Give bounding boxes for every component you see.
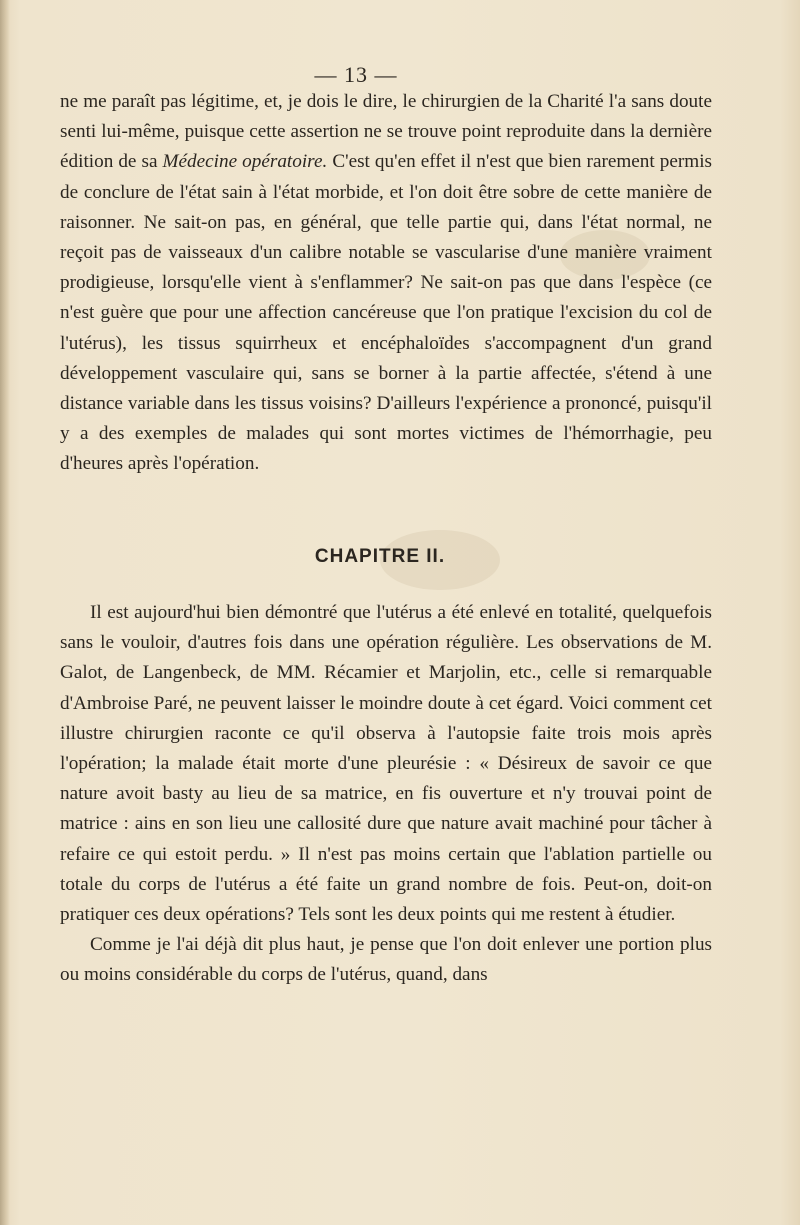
chapter-heading: CHAPITRE II.	[314, 546, 446, 567]
book-title: Médecine opératoire.	[162, 151, 328, 173]
page-number: — 13 —	[314, 62, 398, 87]
paragraph: Il est aujourd'hui bien démontré que l'utérus a été enlevé en totalité, quelquefois sans le vouloir, d'autres fois dans une opération régulière. Les observations de M. Galot, de Langenbeck, de MM. Récamier et Marjolin, etc., celle si remarquable d'Ambroise Paré, ne peuvent laisser le moindre doute à cet égard. Voici comment cet illustre chirurgien raconte ce qu'il observa à l'autopsie faite trois mois après l'opération; la malade était morte d'une pleurésie : « Désireux de savoir ce que nature avoit basty au lieu de sa matrice, en fis ouverture et n'y trouvai point de matrice : ains en son lieu une callosité dure que nature avait machiné pour tâcher à refaire ce qui estoit perdu. » Il n'est pas moins certain que l'ablation partielle ou totale du corps de l'utérus a été faite un grand nombre de fois. Peut-on, doit-on pratiquer ces deux opérations? Tels sont les deux points qui me restent à étudier.	[60, 602, 712, 926]
binding-edge	[0, 0, 10, 1225]
body-text-top	[60, 87, 712, 480]
body-text-bottom	[60, 598, 712, 991]
paragraph-text: C'est qu'en effet il n'est que bien rarement permis de conclure de l'état sain à l'état morbide, et l'on doit être sobre de cette manière de raisonner. Ne sait-on pas, en général, que telle partie qui, dans l'état normal, ne reçoit pas de vaisseaux d'un calibre notable se vascularise d'une manière vraiment prodigieuse, lorsqu'elle vient à s'enflammer? Ne sait-on pas que dans l'espèce (ce n'est guère que pour une affection cancéreuse que l'on pratique l'excision du col de l'utérus), les tissus squirrheux et encéphaloïdes s'accompagnent d'un grand développement vasculaire qui, sans se borner à la partie affectée, s'étend à une distance variable dans les tissus voisins? D'ailleurs l'expérience a prononcé, puisqu'il y a des exemples de malades qui sont mortes victimes de l'hémorrhagie, peu d'heures après l'opération.	[60, 151, 713, 475]
paragraph: Comme je l'ai déjà dit plus haut, je pense que l'on doit enlever une portion plus ou moins considérable du corps de l'utérus, quand, dans	[60, 934, 712, 986]
paragraph-text: ne me paraît pas légitime, et, je dois le dire, le chirurgien de la Charité l'a sans doute senti lui-même, puisque cette assertion ne se trouve point reproduite dans la dernière édition de sa	[60, 91, 712, 173]
paragraph	[60, 87, 712, 480]
